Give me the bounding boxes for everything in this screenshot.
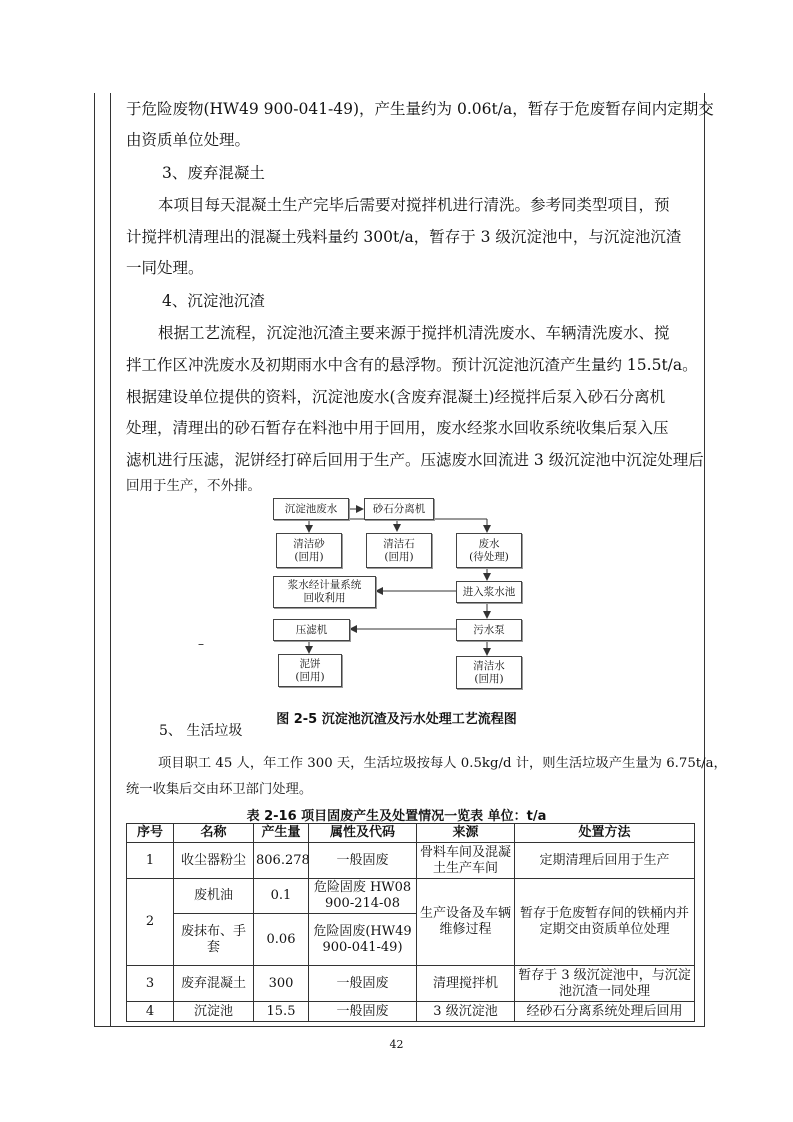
body-line-11: 处理，清理出的砂石暂存在料池中用于回用，废水经浆水回收系统收集后泵入压 (126, 419, 669, 437)
table-header-row (127, 824, 695, 843)
col-header-source: 来源 (417, 824, 515, 843)
body-line-8: 根据工艺流程，沉淀池沉渣主要来源于搅拌机清洗废水、车辆清洗废水、搅 (158, 324, 670, 342)
body-line-4: 本项目每天混凝土生产完毕后需要对搅拌机进行清洗。参考同类型项目，预 (158, 196, 670, 214)
col-header-no: 序号 (127, 824, 174, 843)
page-number: 42 (389, 1038, 404, 1051)
table-caption: 表 2-16 项目固废产生及处置情况一览表 单位：t/a (246, 809, 547, 824)
body-line-9: 拌工作区冲洗废水及初期雨水中含有的悬浮物。预计沉淀池沉渣产生量约 15.5t/a。 (126, 356, 698, 374)
flow-node-mud-cake: 泥饼 (回用) (278, 654, 342, 687)
flow-node-slurry-pool: 进入浆水池 (456, 581, 522, 603)
flow-node-clean-sand: 清洁砂 (回用) (276, 533, 342, 568)
table-row: 3 废弃混凝土 300 一般固废 清理搅拌机 暂存于 3 级沉淀池中，与沉淀池沉渣一同处理 (127, 966, 695, 1002)
col-header-qty: 产生量 (254, 824, 309, 843)
flow-node-sewage-pump: 污水泵 (456, 619, 522, 641)
body-line-12: 滤机进行压滤，泥饼经打碎后回用于生产。压滤废水回流进 3 级沉淀池中沉淀处理后 (126, 451, 704, 469)
flow-node-wastewater: 废水 (待处理) (456, 533, 522, 568)
table-row: 2 废机油 0.1 危险固废 HW08 900-214-08 生产设备及车辆维修过程 暂存于危废暂存间的铁桶内并定期交由资质单位处理 (127, 879, 695, 914)
section-3-heading: 3、废弃混凝土 (162, 164, 265, 182)
table-row: 1 收尘器粉尘 806.278 一般固废 骨料车间及混凝土生产车间 定期清理后回用于生产 (127, 843, 695, 879)
body-line-5: 计搅拌机清理出的混凝土残料量约 300t/a，暂存于 3 级沉淀池中，与沉淀池沉渣 (126, 228, 682, 246)
body-line-2: 由资质单位处理。 (126, 131, 251, 149)
figure-caption: 图 2-5 沉淀池沉渣及污水处理工艺流程图 (276, 712, 517, 727)
table-row: 废抹布、手套 0.06 危险固废(HW49 900-041-49) (127, 914, 695, 966)
flow-node-slurry-metering: 浆水经计量系统 回收利用 (273, 576, 376, 608)
flow-node-sand-separator: 砂石分离机 (364, 498, 434, 520)
col-header-method: 处置方法 (515, 824, 695, 843)
flow-node-clean-water: 清洁水 (回用) (456, 656, 522, 689)
stray-dash: – (198, 637, 204, 651)
section-5-line-1: 项目职工 45 人，年工作 300 天，生活垃圾按每人 0.5kg/d 计，则生活垃圾产生量为 6.75t/a， (158, 756, 727, 771)
col-header-attr: 属性及代码 (309, 824, 417, 843)
col-header-name: 名称 (174, 824, 254, 843)
section-5-heading: 5、 生活垃圾 (159, 723, 243, 739)
flow-node-sediment-wastewater: 沉淀池废水 (273, 498, 349, 520)
body-line-6: 一同处理。 (126, 259, 204, 277)
table-row: 4 沉淀池 15.5 一般固废 3 级沉淀池 经砂石分离系统处理后回用 (127, 1002, 695, 1022)
flow-node-clean-stone: 清洁石 (回用) (366, 533, 432, 568)
body-line-13: 回用于生产，不外排。 (126, 478, 261, 494)
section-5-line-2: 统一收集后交由环卫部门处理。 (126, 782, 313, 797)
body-line-10: 根据建设单位提供的资料，沉淀池废水(含废弃混凝土)经搅拌后泵入砂石分离机 (126, 388, 666, 406)
flow-node-filter-press: 压滤机 (273, 619, 350, 641)
section-4-heading: 4、沉淀池沉渣 (162, 292, 265, 310)
body-line-1: 于危险废物(HW49 900-041-49)，产生量约为 0.06t/a，暂存于危废暂存间内定期交 (126, 100, 714, 118)
solid-waste-table (126, 823, 695, 1022)
